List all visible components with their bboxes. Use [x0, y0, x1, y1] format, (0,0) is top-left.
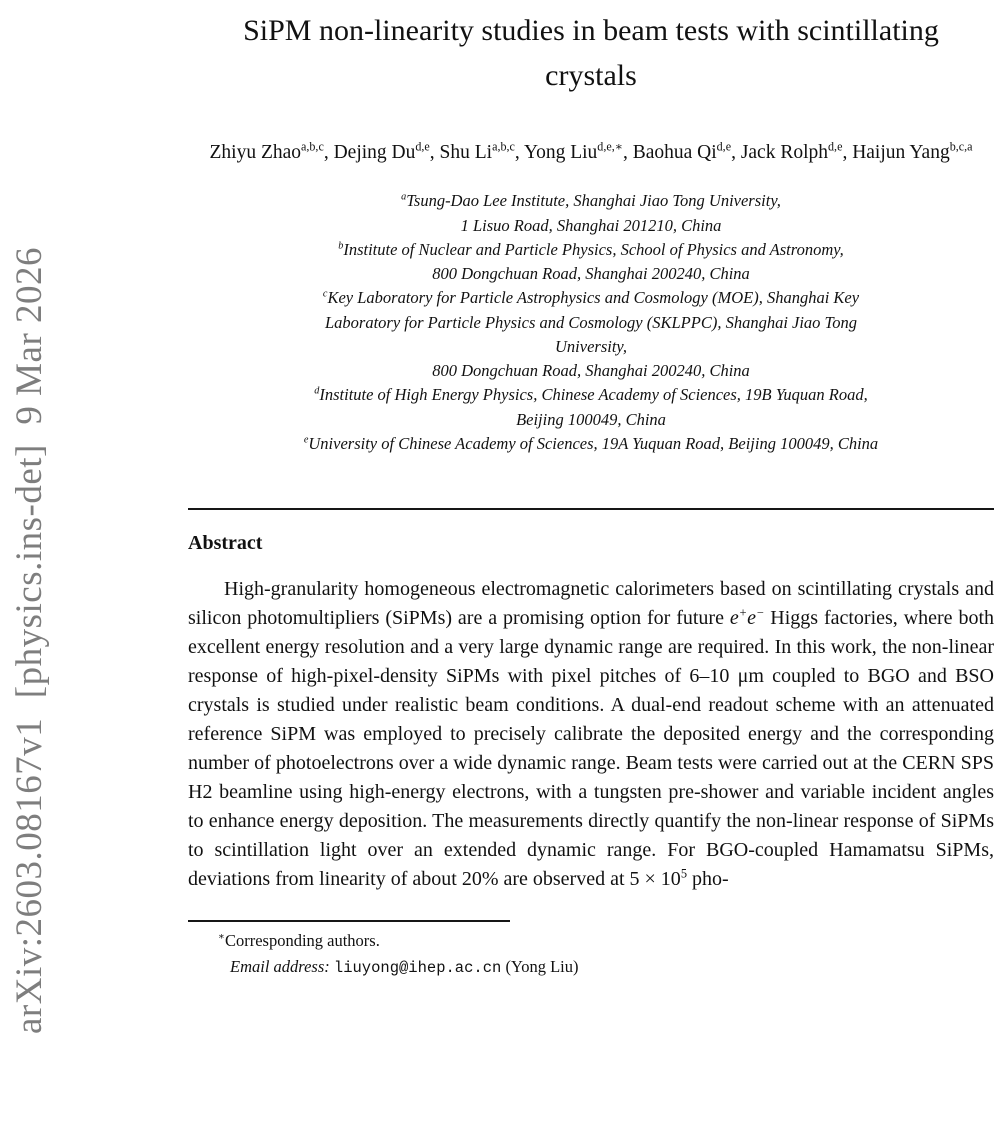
- author-separator: ,: [731, 142, 741, 163]
- footnote-rule: [188, 920, 510, 922]
- affiliation-list: [188, 189, 994, 456]
- email-suffix: (Yong Liu): [501, 956, 579, 976]
- affiliation-line: $^c$Key Laboratory for Particle Astrophysics and Cosmology (MOE), Shanghai Key: [322, 288, 860, 308]
- author-affil-marks: d,e,∗: [597, 139, 623, 154]
- affiliation-line: Laboratory for Particle Physics and Cosmology (SKLPPC), Shanghai Jiao Tong: [325, 312, 857, 332]
- email-label: Email address:: [230, 956, 330, 976]
- corresponding-author-note: ∗Corresponding authors.: [218, 931, 380, 950]
- footnote-marker: ∗: [218, 931, 225, 943]
- affiliation-line: $^b$Institute of Nuclear and Particle Physics, School of Physics and Astronomy,: [338, 239, 844, 259]
- math-number-base: 5 × 10: [629, 868, 681, 890]
- author: [740, 139, 853, 163]
- author-name: Dejing Du: [333, 142, 416, 163]
- math-e: e: [729, 607, 739, 629]
- author-affil-marks: d,e: [415, 139, 430, 154]
- author-list: [188, 138, 994, 167]
- abstract-text: [188, 575, 994, 894]
- affiliation-mark: b: [338, 240, 344, 252]
- affiliation-line: Beijing 100049, China: [516, 409, 666, 429]
- paper-content: [188, 0, 994, 979]
- affiliation: [188, 238, 994, 287]
- author: [439, 139, 524, 163]
- section-divider: [188, 508, 994, 510]
- author-name: Haijun Yang: [852, 142, 950, 163]
- math-e: e: [747, 607, 757, 629]
- author-name: Jack Rolph: [740, 142, 829, 163]
- affiliation-mark: c: [322, 288, 328, 300]
- email-note: [188, 955, 994, 979]
- affiliation-mark: e: [303, 434, 309, 446]
- author-name: Baohua Qi: [632, 142, 717, 163]
- email-address: liuyong@ihep.ac.cn: [333, 958, 502, 977]
- author-separator: ,: [429, 142, 440, 163]
- author-name: Zhiyu Zhao: [209, 142, 302, 163]
- math-plus-exponent: +: [738, 605, 748, 620]
- author: [523, 139, 633, 163]
- paper-title: SiPM non-linearity studies in beam tests with scintillating crystals: [243, 14, 939, 92]
- author-separator: ,: [323, 142, 334, 163]
- abstract-segment: Higgs factories, where both excellent energy resolution and a very large dynamic range are required. In this work, the non-linear response of high-pixel-density SiPMs with pixel pitches of 6–10 μm coupled to BGO and BSO crystals is studied under realistic beam conditions. A dual-end readout scheme with an attenuated reference SiPM was employed to precisely calibrate the deposited energy and the corresponding number of photoelectrons over a wide dynamic range. Beam tests were carried out at the CERN SPS H2 beamline using high-energy electrons, with a tungsten pre-shower and variable incident angles to enhance energy deposition. The measurements directly quantify the non-linear response of SiPMs to scintillation light over an extended dynamic range. For BGO-coupled Hamamatsu SiPMs, deviations from linearity of about 20% are observed at: [188, 607, 995, 890]
- author-affil-marks: d,e: [828, 139, 843, 154]
- abstract-heading: Abstract: [188, 532, 263, 554]
- affiliation-line: $^a$Tsung-Dao Lee Institute, Shanghai Jiao Tong University,: [401, 191, 781, 211]
- math-minus-exponent: −: [756, 605, 765, 620]
- affiliation: [188, 432, 994, 456]
- affiliation: [188, 383, 994, 432]
- author: [852, 139, 973, 163]
- author: [209, 139, 334, 163]
- affiliation-line: 800 Dongchuan Road, Shanghai 200240, China: [432, 264, 750, 283]
- author-affil-marks: d,e: [716, 139, 732, 154]
- affiliation-line: 800 Dongchuan Road, Shanghai 200240, China: [432, 361, 750, 380]
- affiliation-line: University,: [555, 336, 627, 356]
- affiliation: [188, 286, 994, 383]
- author-separator: ,: [622, 142, 633, 163]
- footnote: [188, 920, 994, 979]
- author-name: Yong Liu: [523, 142, 598, 163]
- arxiv-watermark: arXiv:2603.08167v1 [physics.ins-det] 9 Mar 2026: [9, 246, 50, 1034]
- author-affil-marks: a,b,c: [492, 139, 515, 154]
- author-affil-marks: b,c,a: [949, 139, 973, 154]
- author-affil-marks: a,b,c: [301, 139, 324, 154]
- affiliation-mark: d: [314, 385, 320, 397]
- abstract-segment: pho-: [687, 868, 729, 890]
- affiliation-line: 1 Lisuo Road, Shanghai 201210, China: [460, 215, 722, 235]
- affiliation: [188, 189, 994, 238]
- author-separator: ,: [514, 142, 524, 163]
- affiliation-line: $^d$Institute of High Energy Physics, Chinese Academy of Sciences, 19B Yuquan Road,: [314, 385, 868, 405]
- math-number-exponent: 5: [680, 866, 688, 881]
- author: [632, 139, 741, 163]
- abstract-segment: High-granularity homogeneous electromagnetic calorimeters based on scintillating crystals and silicon photomultipliers (SiPMs) are a promising option for future: [188, 578, 994, 629]
- affiliation-mark: a: [401, 191, 407, 203]
- author-name: Shu Li: [439, 142, 493, 163]
- author: [333, 139, 440, 163]
- affiliation-line: $^e$University of Chinese Academy of Sciences, 19A Yuquan Road, Beijing 100049, China: [303, 433, 879, 453]
- author-separator: ,: [842, 142, 853, 163]
